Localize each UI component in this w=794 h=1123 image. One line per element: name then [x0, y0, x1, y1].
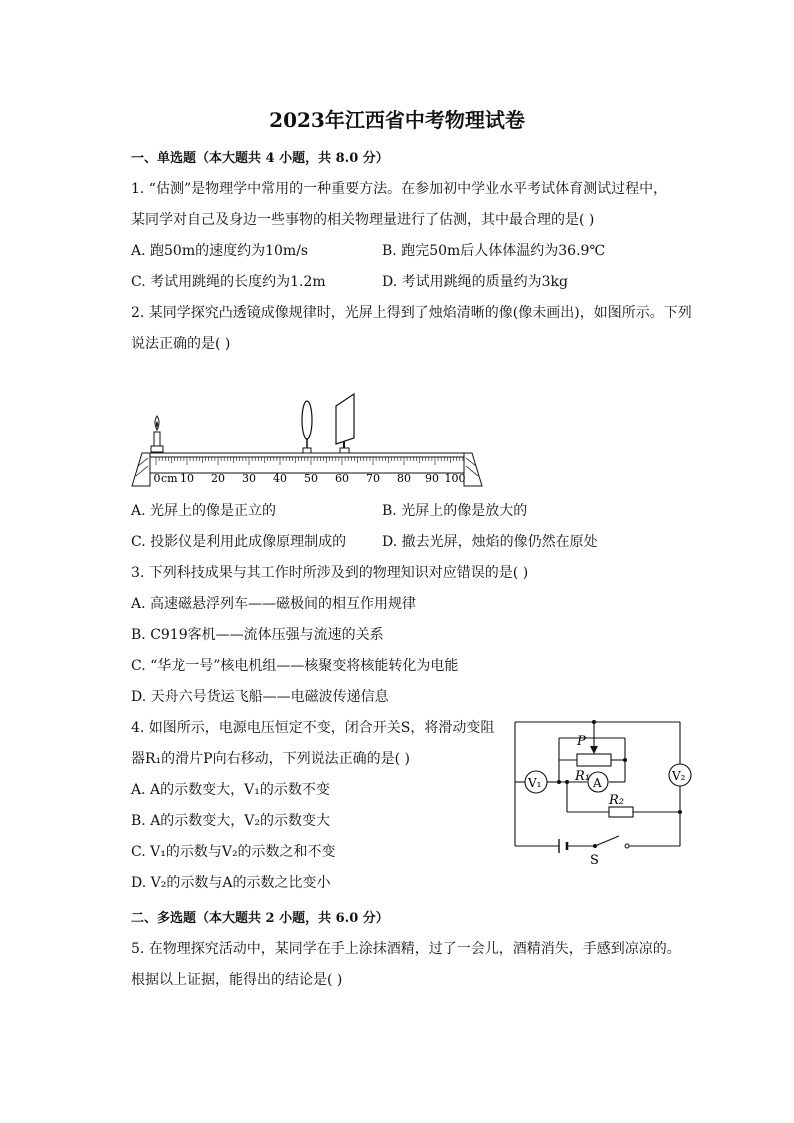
bench-tick-label: 30: [242, 472, 256, 485]
question-4-option-d: D. V₂的示数与A的示数之比变小: [131, 875, 331, 891]
question-3-option-a: A. 高速磁悬浮列车——磁极间的相互作用规律: [131, 596, 417, 612]
label-p: P: [577, 734, 586, 749]
bench-tick-label: 0: [153, 472, 161, 485]
label-a: A: [593, 776, 602, 790]
label-v1: V₁: [528, 776, 542, 790]
question-1-stem-line1: 1. “估测”是物理学中常用的一种重要方法。在参加初中学业水平考试体育测试过程中，: [131, 181, 668, 197]
question-1-stem-line2: 某同学对自己及身边一些事物的相关物理量进行了估测，其中最合理的是( ): [131, 212, 595, 228]
section-heading-multiple-choice: 二、多选题（本大题共 2 小题，共 6.0 分）: [131, 911, 389, 926]
question-2-option-c: C. 投影仪是利用此成像原理制成的: [131, 534, 347, 550]
question-3-option-c: C. “华龙一号”核电机组——核聚变将核能转化为电能: [131, 658, 459, 674]
question-2-stem-line1: 2. 某同学探究凸透镜成像规律时，光屏上得到了烛焰清晰的像(像未画出)，如图所示。下列: [131, 305, 692, 321]
candle-icon: [151, 416, 163, 452]
section-heading-single-choice: 一、单选题（本大题共 4 小题，共 8.0 分）: [131, 151, 389, 166]
question-1-option-d: D. 考试用跳绳的质量约为3kg: [382, 274, 568, 290]
label-v2: V₂: [672, 769, 686, 783]
question-4-option-b: B. A的示数变大，V₂的示数变大: [131, 813, 331, 829]
question-5-stem-line1: 5. 在物理探究活动中，某同学在手上涂抹酒精，过了一会儿，酒精消失，手感到凉凉的。: [131, 941, 681, 957]
bench-tick-label: 100: [444, 472, 466, 485]
circuit-diagram-figure: [505, 712, 705, 867]
question-3-option-b: B. C919客机——流体压强与流速的关系: [131, 627, 384, 643]
question-4-stem-line1: 4. 如图所示，电源电压恒定不变，闭合开关S，将滑动变阻: [131, 720, 495, 736]
page-title: 2023年江西省中考物理试卷: [269, 108, 525, 132]
question-2-stem-line2: 说法正确的是( ): [131, 336, 231, 352]
bench-tick-label: 40: [273, 472, 287, 485]
question-4-option-a: A. A的示数变大，V₁的示数不变: [131, 782, 330, 798]
convex-lens-icon: [302, 401, 312, 453]
slider-arrow-icon: [590, 746, 598, 754]
question-3-stem: 3. 下列科技成果与其工作时所涉及到的物理知识对应错误的是( ): [131, 565, 529, 581]
question-4-stem-line2: 器R₁的滑片P向右移动，下列说法正确的是( ): [131, 751, 410, 767]
resistor-r2-icon: [609, 807, 633, 817]
label-r1: R₁: [575, 769, 590, 784]
question-1-option-a: A. 跑50m的速度约为10m/s: [131, 243, 309, 259]
question-1-option-c: C. 考试用跳绳的长度约为1.2m: [131, 274, 326, 290]
label-s: S: [590, 853, 599, 867]
bench-tick-label: 10: [180, 472, 194, 485]
bench-tick-label: 60: [335, 472, 349, 485]
question-4-option-c: C. V₁的示数与V₂的示数之和不变: [131, 844, 336, 860]
light-screen-icon: [336, 394, 354, 453]
question-2-option-b: B. 光屏上的像是放大的: [382, 503, 528, 519]
question-2-option-d: D. 撤去光屏，烛焰的像仍然在原处: [382, 534, 598, 550]
bench-tick-label: 80: [397, 472, 411, 485]
bench-tick-label: 90: [425, 472, 439, 485]
question-5-stem-line2: 根据以上证据，能得出的结论是( ): [131, 972, 343, 988]
question-3-option-d: D. 天舟六号货运飞船——电磁波传递信息: [131, 689, 389, 705]
bench-tick-label: 20: [211, 472, 225, 485]
label-r2: R₂: [609, 793, 624, 808]
resistor-r1-icon: [577, 754, 611, 766]
optical-bench-figure: [128, 388, 488, 488]
question-1-option-b: B. 跑完50m后人体体温约为36.9℃: [382, 243, 606, 259]
bench-tick-label: 70: [366, 472, 380, 485]
bench-tick-label: 50: [304, 472, 318, 485]
question-2-option-a: A. 光屏上的像是正立的: [131, 503, 277, 519]
bench-unit-label: cm: [161, 472, 178, 485]
